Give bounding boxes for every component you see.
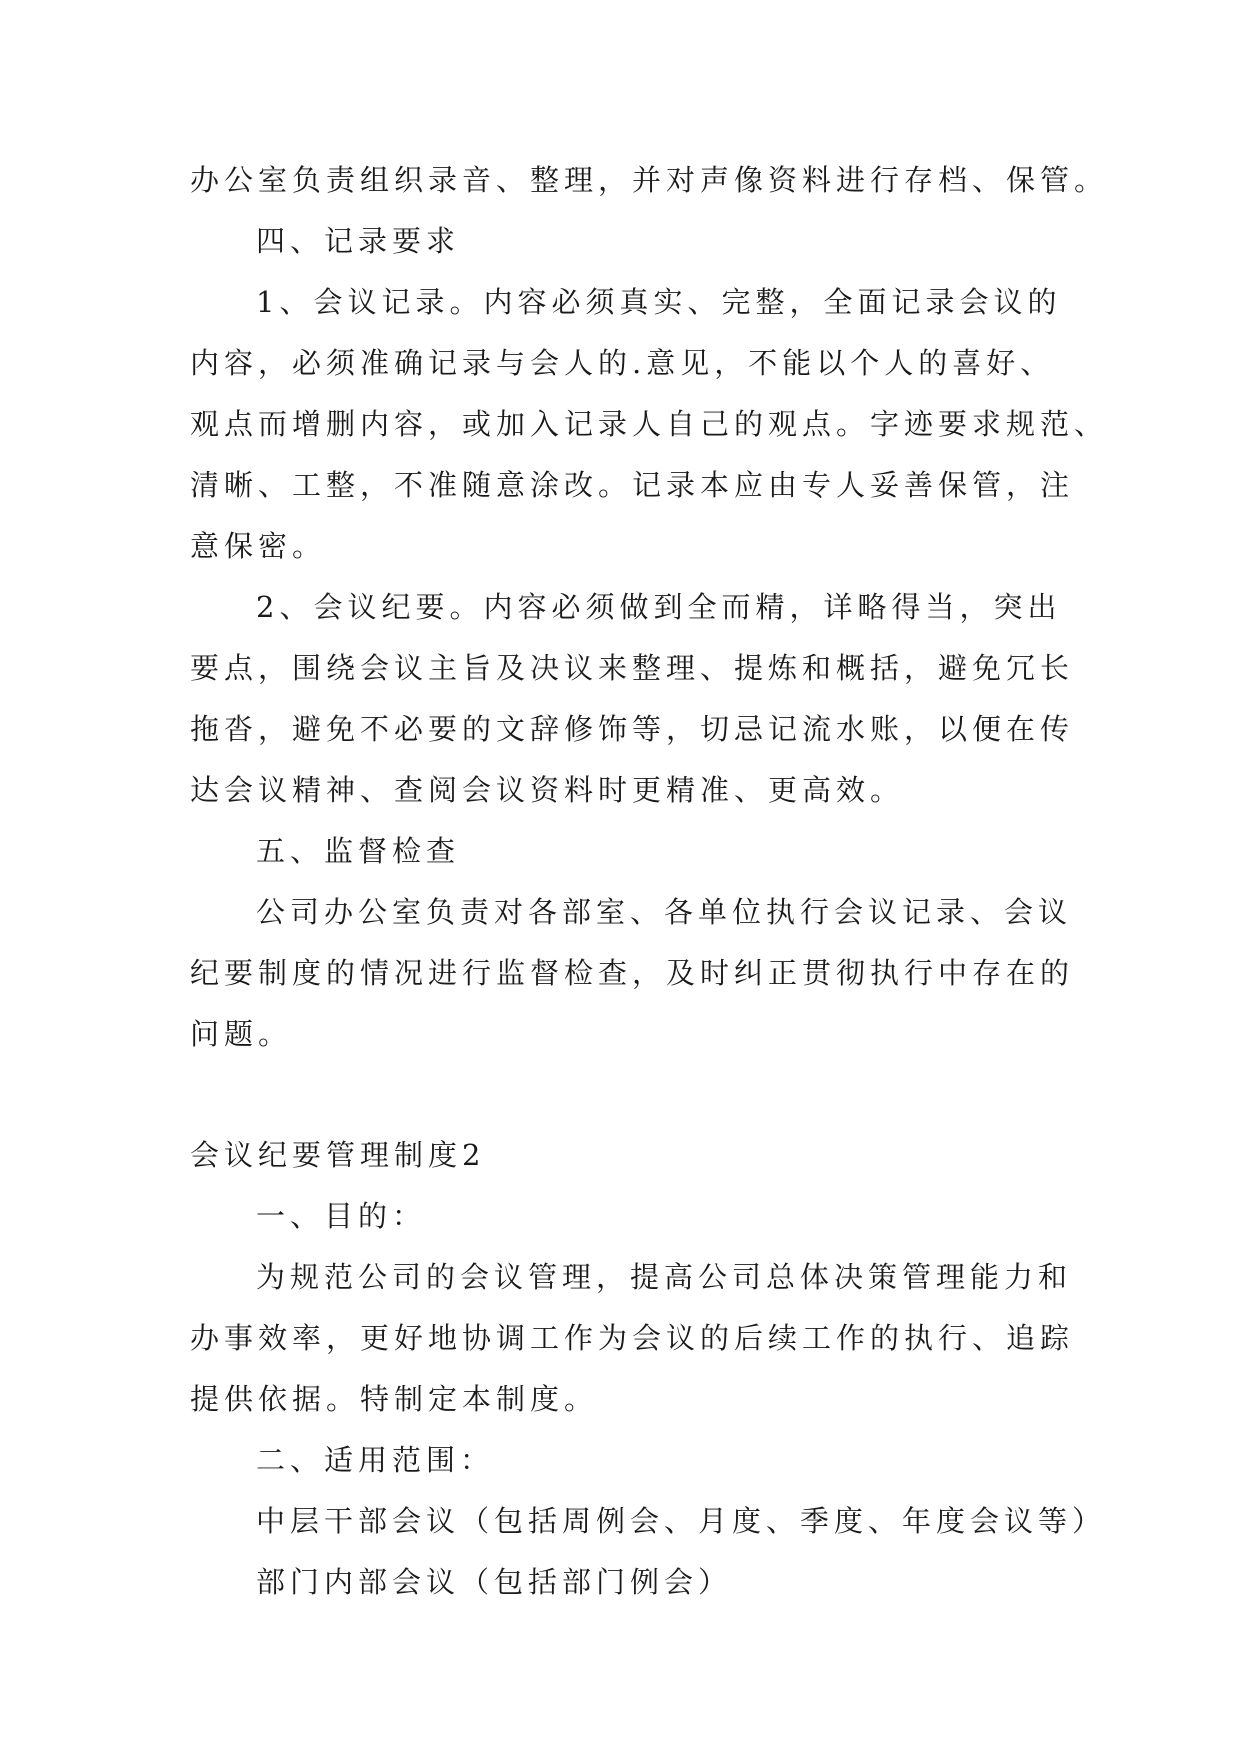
paragraph-line: 问题。 — [190, 1017, 293, 1051]
paragraph-line: 2、会议纪要。内容必须做到全而精，详略得当，突出 — [256, 590, 1062, 624]
section-heading-scope: 二、适用范围： — [256, 1443, 495, 1477]
paragraph-line: 办公室负责组织录音、整理，并对声像资料进行存档、保管。 — [190, 163, 1109, 197]
section-heading-record-requirements: 四、记录要求 — [256, 224, 461, 258]
paragraph-line: 达会议精神、查阅会议资料时更精准、更高效。 — [190, 773, 905, 807]
paragraph-line: 拖沓，避免不必要的文辞修饰等，切忌记流水账，以便在传 — [190, 712, 1075, 746]
paragraph-line: 提供依据。特制定本制度。 — [190, 1382, 599, 1416]
paragraph-line: 办事效率，更好地协调工作为会议的后续工作的执行、追踪 — [190, 1321, 1075, 1355]
paragraph-line: 为规范公司的会议管理，提高公司总体决策管理能力和 — [256, 1260, 1073, 1294]
section-heading-supervision: 五、监督检查 — [256, 834, 461, 868]
section-heading-purpose: 一、目的： — [256, 1199, 427, 1233]
section-gap — [190, 1065, 1050, 1125]
document-page — [190, 150, 1109, 1613]
paragraph-line: 内容，必须准确记录与会人的.意见，不能以个人的喜好、 — [190, 346, 1055, 380]
paragraph-line: 要点，围绕会议主旨及决议来整理、提炼和概括，避免冗长 — [190, 651, 1075, 685]
list-item: 中层干部会议（包括周例会、月度、季度、年度会议等） — [256, 1504, 1107, 1538]
paragraph-line: 观点而增删内容，或加入记录人自己的观点。字迹要求规范、 — [190, 407, 1109, 441]
list-item: 部门内部会议（包括部门例会） — [256, 1565, 733, 1599]
paragraph-line: 纪要制度的情况进行监督检查，及时纠正贯彻执行中存在的 — [190, 956, 1075, 990]
paragraph-line: 清晰、工整，不准随意涂改。记录本应由专人妥善保管，注 — [190, 468, 1075, 502]
paragraph-line: 公司办公室负责对各部室、各单位执行会议记录、会议 — [256, 895, 1073, 929]
paragraph-line: 意保密。 — [190, 529, 327, 563]
document-title: 会议纪要管理制度2 — [190, 1138, 486, 1172]
paragraph-line: 1、会议记录。内容必须真实、完整，全面记录会议的 — [256, 285, 1062, 319]
